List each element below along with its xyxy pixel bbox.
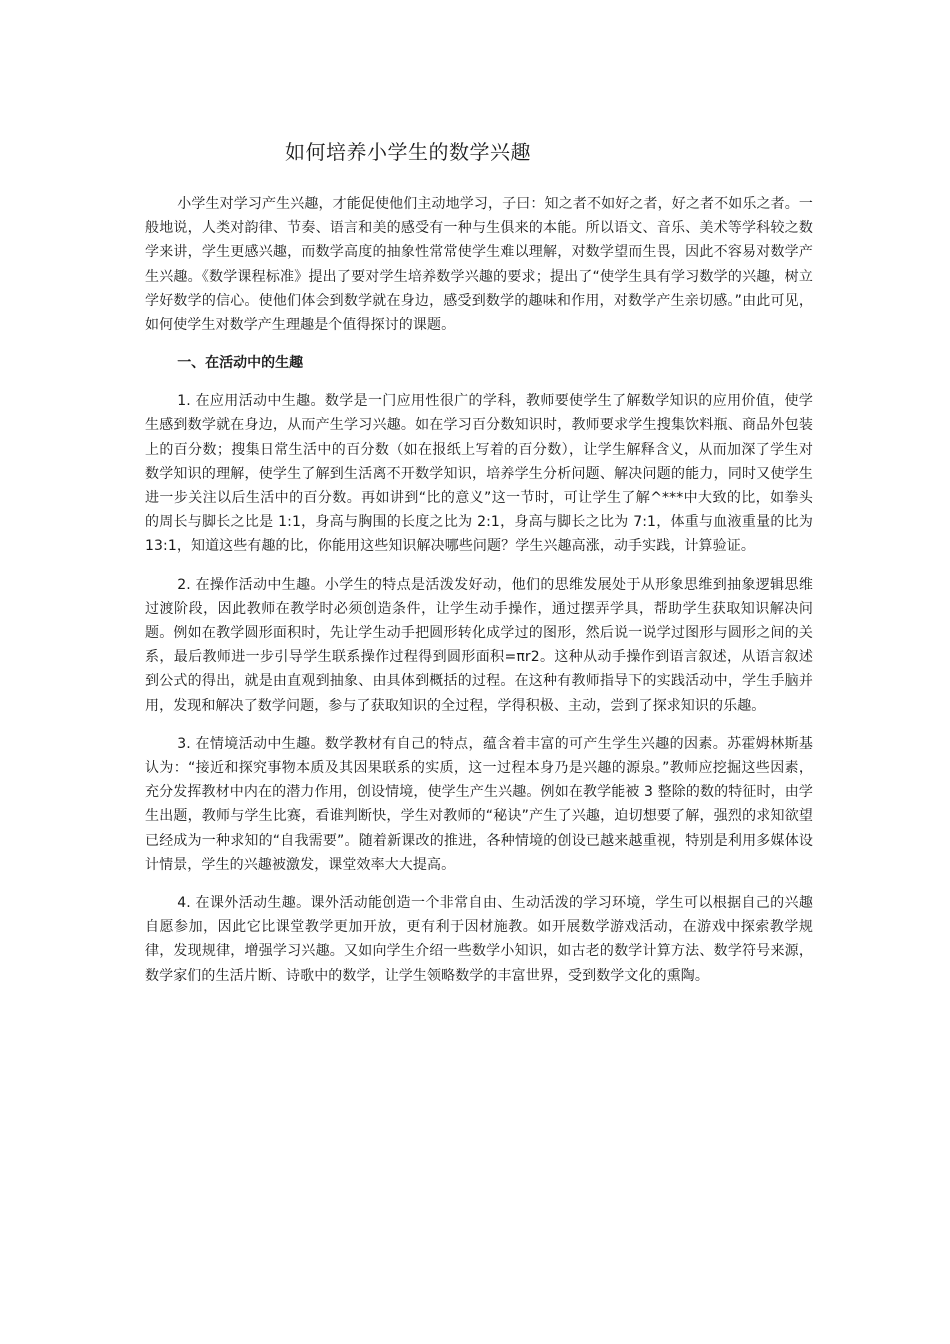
paragraph-operation: 2. 在操作活动中生趣。小学生的特点是活泼发好动，他们的思维发展处于从形象思维到抽象逻辑思维过渡阶段，因此教师在教学时必须创造条件，让学生动手操作，通过摆弄学具，帮助学生获取知识解决问题。例如在教学圆形面积时，先让学生动手把圆形转化成学过的图形，然后说一说学过图形与圆形之间的关系，最后教师进一步引导学生联系操作过程得到圆形面积=πr2。这种从动手操作到语言叙述，从语言叙述到公式的得出，就是由直观到抽象、由具体到概括的过程。在这种有教师指导下的实践活动中，学生手脑并用，发现和解决了数学问题，参与了获取知识的全过程，学得积极、主动，尝到了探求知识的乐趣。 bbox=[145, 576, 813, 714]
paragraph-situation: 3. 在情境活动中生趣。数学教材有自己的特点，蕴含着丰富的可产生学生兴趣的因素。苏霍姆林斯基认为：“接近和探究事物本质及其因果联系的实质，这一过程本身乃是兴趣的源泉。”教师应挖掘这些因素，充分发挥教材中内在的潜力作用，创设情境，使学生产生兴趣。例如在教学能被 3 整除的数的特征时，由学生出题，教师与学生比赛，看谁判断快，学生对教师的“秘诀”产生了兴趣，迫切想要了解，强烈的求知欲望已经成为一种求知的“自我需要”。随着新课改的推进，各种情境的创设已越来越重视，特别是利用多媒体设计情景，学生的兴趣被激发，课堂效率大大提高。 bbox=[145, 735, 813, 873]
paragraph-application: 1. 在应用活动中生趣。数学是一门应用性很广的学科，教师要使学生了解数学知识的应用价值，使学生感到数学就在身边，从而产生学习兴趣。如在学习百分数知识时，教师要求学生搜集饮料瓶、商品外包装上的百分数；搜集日常生活中的百分数（如在报纸上写着的百分数），让学生解释含义，从而加深了学生对数学知识的理解，使学生了解到生活离不开数学知识，培养学生分析问题、解决问题的能力，同时又使学生进一步关注以后生活中的百分数。再如讲到“比的意义”这一节时，可让学生了解^***中大致的比，如拳头的周长与脚长之比是 1:1，身高与胸围的长度之比为 2:1，身高与脚长之比为 7:1，体重与血液重量的比为 13:1，知道这些有趣的比，你能用这些知识解决哪些问题？学生兴趣高涨，动手实践，计算验证。 bbox=[145, 393, 813, 555]
intro-paragraph: 小学生对学习产生兴趣，才能促使他们主动地学习，子曰：知之者不如好之者，好之者不如乐之者。一般地说，人类对韵律、节奏、语言和美的感受有一种与生俱来的本能。所以语文、音乐、美术等学科较之数学来讲，学生更感兴趣，而数学高度的抽象性常常使学生难以理解，对数学望而生畏，因此不容易对数学产生兴趣。《数学课程标准》提出了要对学生培养数学兴趣的要求；提出了“使学生具有学习数学的兴趣，树立学好数学的信心。使他们体会到数学就在身边，感受到数学的趣味和作用，对数学产生亲切感。”由此可见，如何使学生对数学产生理趣是个值得探讨的课题。 bbox=[145, 196, 813, 334]
document-body bbox=[145, 138, 813, 1002]
section-heading: 一、在活动中的生趣 bbox=[177, 355, 304, 372]
paragraph-extracurricular: 4. 在课外活动生趣。课外活动能创造一个非常自由、生动活泼的学习环境，学生可以根据自己的兴趣自愿参加，因此它比课堂教学更加开放，更有利于因材施教。如开展数学游戏活动，在游戏中探索教学规律，发现规律，增强学习兴趣。又如向学生介绍一些数学小知识，如古老的数学计算方法、数学符号来源，数学家们的生活片断、诗歌中的数学，让学生领略数学的丰富世界，受到数学文化的熏陶。 bbox=[145, 895, 813, 984]
document-title: 如何培养小学生的数学兴趣 bbox=[285, 140, 531, 164]
